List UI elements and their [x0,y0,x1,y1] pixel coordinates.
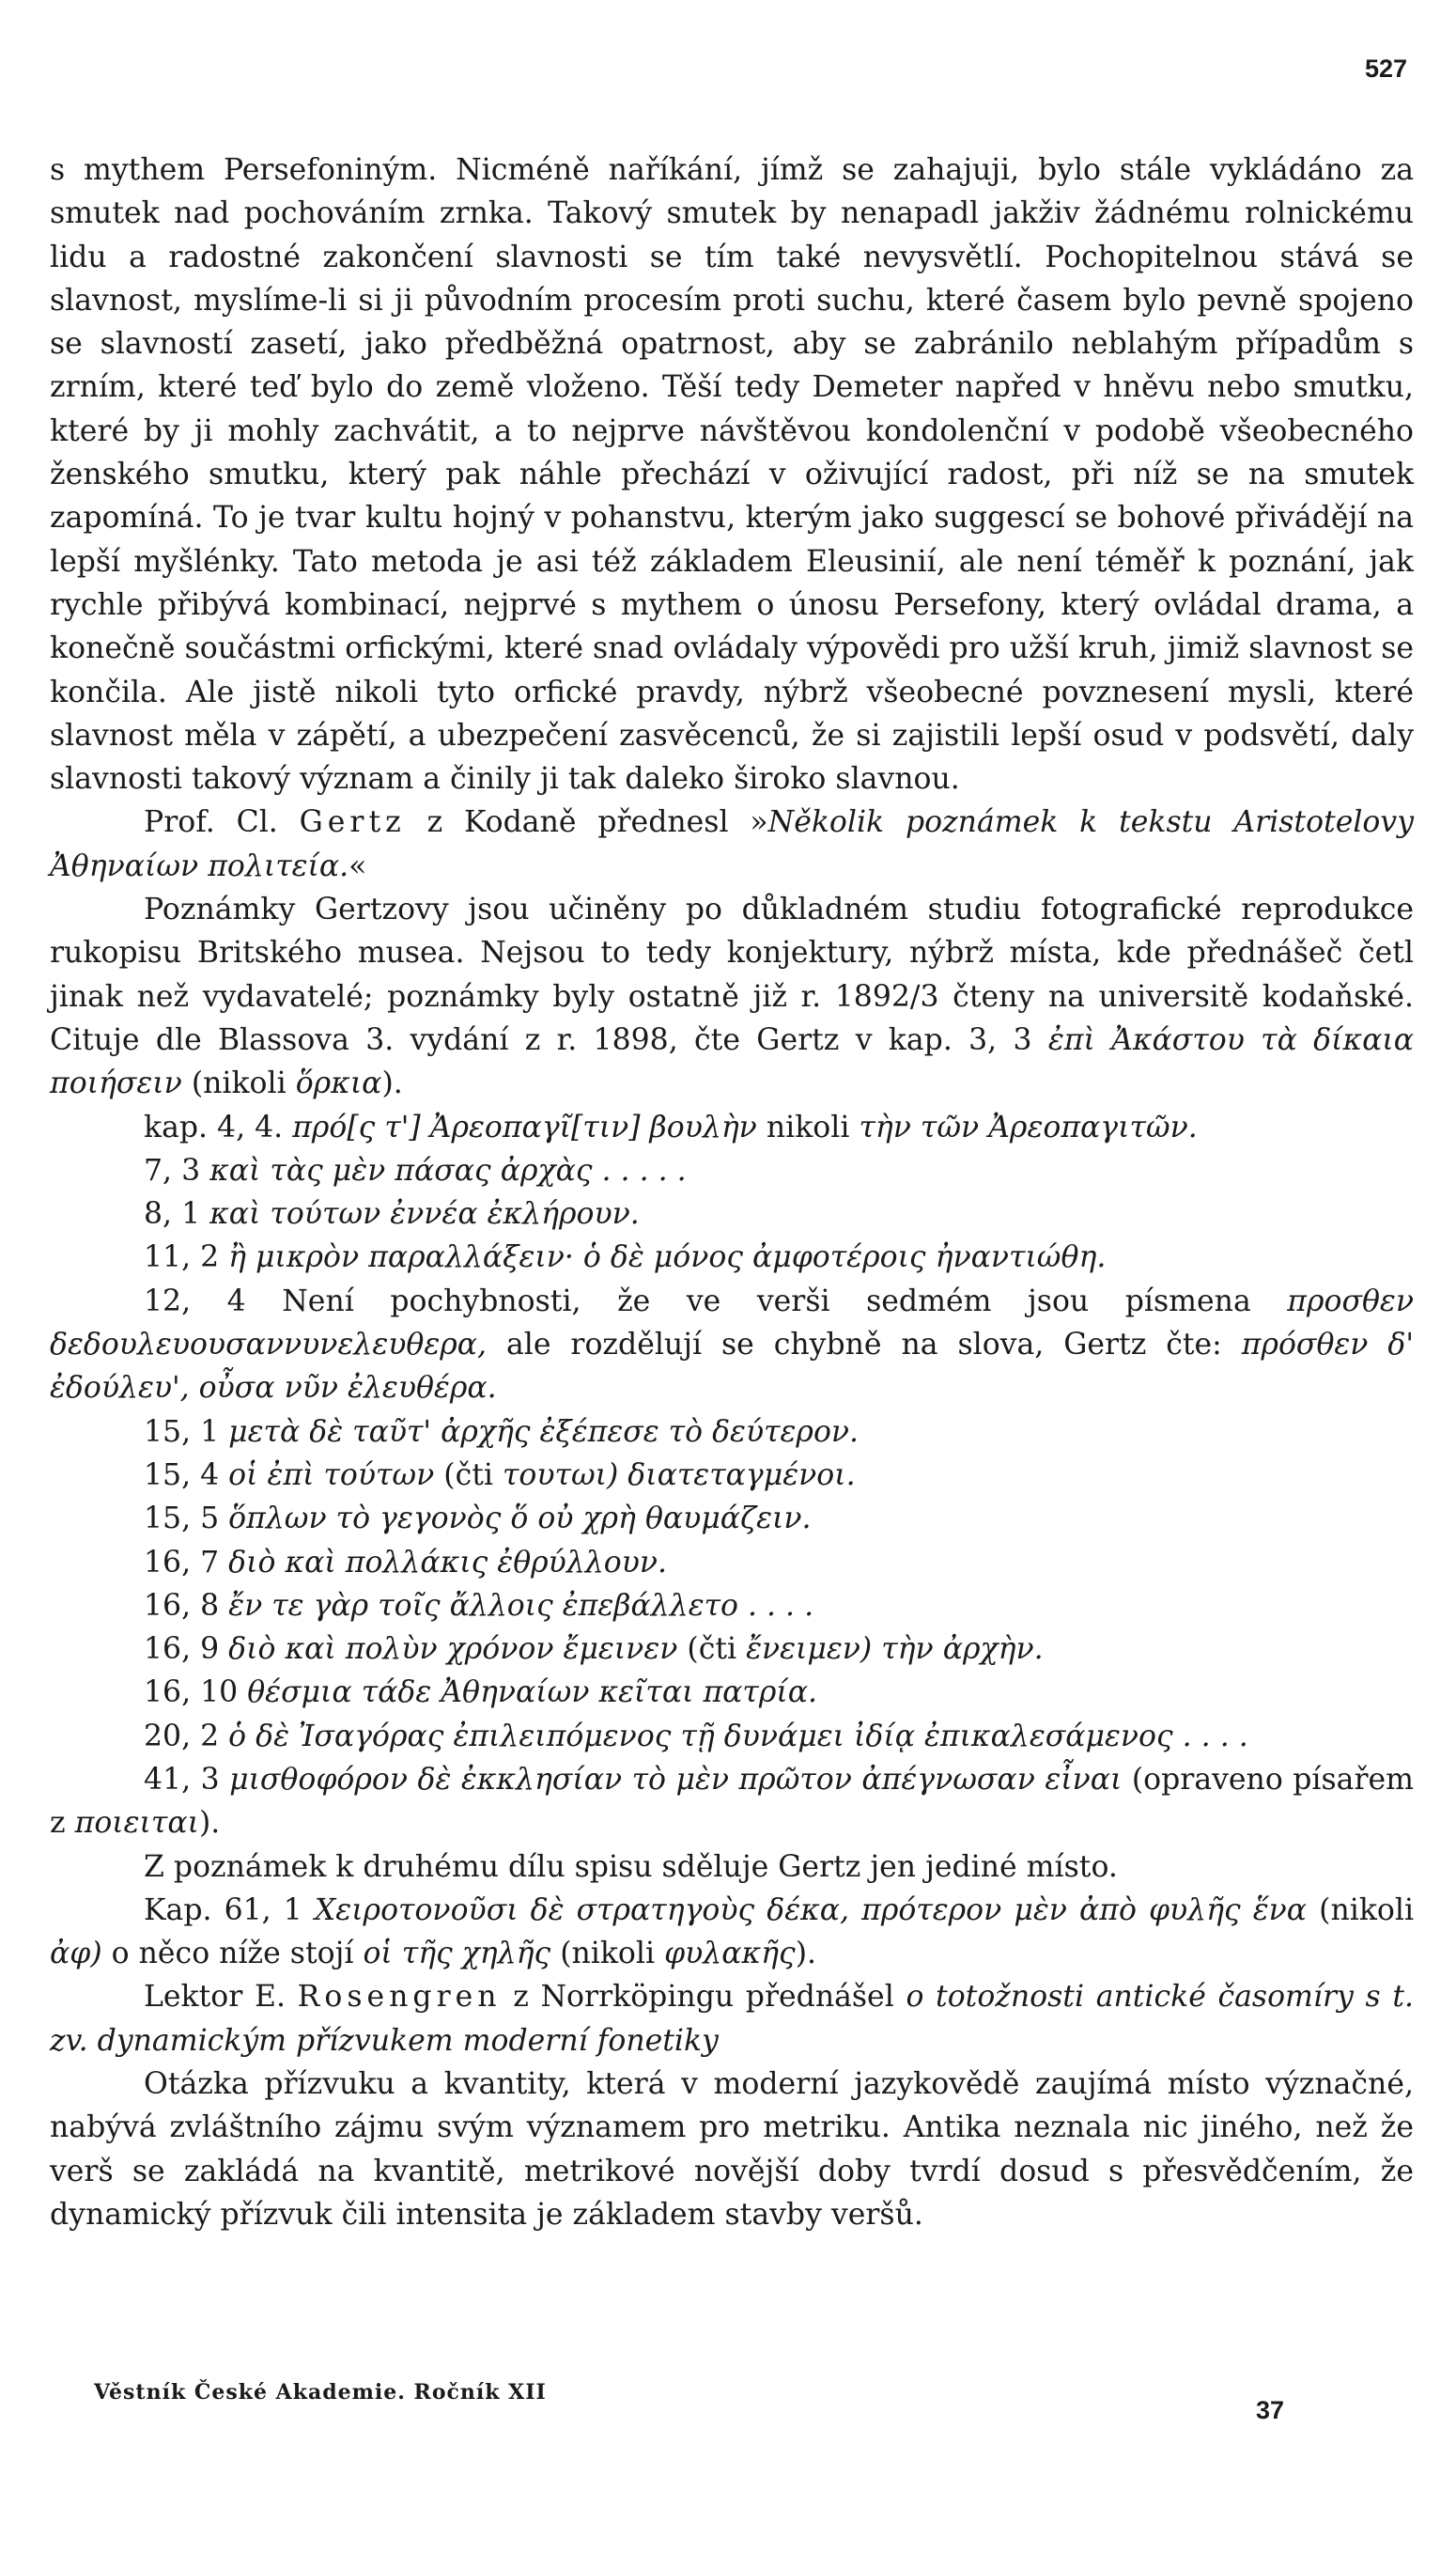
greek-quote: ἐπὶ Ἀκάστου τὰ δίκαια ποιήσειν [50,1022,1415,1101]
citation-line [144,1454,1414,1497]
greek-quote: μισθοφόρον δὲ ἐκκλησίαν τὸ μὲν πρῶτον ἀπέγνωσαν εἶναι [229,1762,1123,1797]
text-segment: ). [381,1066,403,1101]
paragraph-rosengren-lecture [50,1975,1414,2063]
greek-quote: πρό[ς τ'] Ἀρεοπαγῖ[τιν] βουλὴν [292,1110,757,1144]
greek-quote: φυλακῆς [664,1937,796,1971]
lecture-title: o totožnosti antické časomíry s t. zv. dynamickým přízvukem moderní fonetiky [50,1980,1414,2058]
greek-quote: θέσμια τάδε Ἀθηναίων κεῖται πατρία. [247,1675,818,1710]
lecture-title: Několik poznámek k tekstu Aristotelovy [767,805,1414,840]
paragraph-second-part: Z poznámek k druhému dílu spisu sděluje Gertz jen jediné místo. [144,1849,1118,1884]
greek-quote: διὸ καὶ πολὺν χρόνον ἔμεινεν [228,1632,678,1667]
text-segment: (čti [687,1632,737,1667]
page-number: 527 [1364,54,1407,83]
citation-ref: 16, 10 [144,1675,239,1710]
footer-journal: Věstník České Akademie. Ročník XII [94,2380,547,2405]
text-segment: ). [795,1937,816,1971]
text-segment: ). [198,1806,221,1841]
citation-paragraph [50,1758,1414,1845]
paragraph-accent-quantity: Otázka přízvuku a kvantity, která v moderní jazykovědě zaujímá místo význačné, nabývá zvláštního zájmu svým významem pro metriku. Antika neznala nic jiného, než že verš se zakládá na kvantitě, metrikové novější doby tvrdí dosud s přesvědčením, že dynamický přízvuk čili intensita je základem stavby veršů. [50,2067,1414,2232]
greek-quote: ἔν τε γὰρ τοῖς ἄλλοις ἐπεβάλλετο . . . . [228,1588,814,1623]
citation-line [144,1149,1414,1192]
greek-quote: πρόσθεν δ' ἐδούλευ', οὖσα νῦν ἐλευθέρα. [50,1328,1415,1406]
paragraph-kap-61 [50,1889,1414,1976]
text-segment: o něco níže stojí [111,1937,354,1971]
greek-quote: ὅπλων τὸ γεγονὸς ὅ οὐ χρὴ θαυμάζειν. [228,1502,812,1536]
text-segment: Není pochybnosti, že ve verši sedmém jsou písmena [282,1284,1251,1318]
text-segment: (nikoli [1319,1892,1415,1927]
greek-quote: ποιειται [74,1806,199,1841]
greek-quote: προσθεν δεδουλευουσαννυνελευθερα, [50,1284,1414,1362]
article-body [50,148,1414,2236]
greek-quote: ἢ μικρὸν παραλλάξειν· ὁ δὲ μόνος ἀμφοτέροις ἠναντιώθη. [228,1240,1107,1275]
text-segment: (čti [443,1457,493,1492]
greek-quote: τουτωι) [502,1457,619,1492]
citation-line [144,1541,1414,1584]
speaker-name: Gertz [299,805,406,840]
greek-quote: τὴν τῶν Ἀρεοπαγιτῶν. [859,1110,1198,1144]
greek-quote: τὴν ἀρχὴν. [881,1632,1044,1667]
citation-list [50,1106,1414,1845]
greek-quote: ὅρκια [295,1066,382,1101]
citation-line [144,1497,1414,1540]
citation-ref: 8, 1 [144,1197,201,1232]
greek-quote: οἱ ἐπὶ τούτων [228,1457,435,1492]
greek-quote: καὶ τούτων ἐννέα ἐκλήρουν. [209,1197,640,1232]
text-segment: (opraveno písařem z [50,1762,1415,1841]
citation-line [144,1671,1414,1714]
citation-paragraph [50,1280,1414,1410]
paragraph-gertz-lecture [50,801,1414,888]
greek-quote: οἱ τῆς χηλῆς [363,1937,551,1971]
greek-quote: ὁ δὲ Ἰσαγόρας ἐπιλειπόμενος τῇ δυνάμει ἰδίᾳ ἐπικαλεσάμενος . . . . [228,1719,1248,1753]
greek-quote: Χειροτονοῦσι δὲ στρατηγοὺς δέκα, πρότερον μὲν ἀπὸ φυλῆς ἕνα [314,1892,1308,1927]
citation-ref: 15, 1 [144,1414,220,1449]
text-segment: nikoli [766,1110,850,1144]
greek-quote: καὶ τὰς μὲν πάσας ἀρχὰς . . . . . [209,1153,687,1188]
paragraph-gertz-notes [50,888,1414,1105]
signature-number: 37 [1256,2396,1285,2424]
text-segment: Prof. Cl. [144,805,278,840]
citation-ref: 15, 4 [144,1457,220,1492]
text-segment: z Kodaně přednesl » [426,805,768,840]
citation-ref: 16, 8 [144,1588,220,1623]
citation-line [144,1584,1414,1627]
speaker-name: Rosengren [297,1980,502,2015]
citation-ref: 41, 3 [144,1762,220,1797]
citation-ref: 7, 3 [144,1153,201,1188]
text-segment: z Norrköpingu přednášel [513,1980,894,2015]
citation-ref: 16, 7 [144,1545,220,1580]
greek-quote: ἔνειμεν) [746,1632,873,1667]
citation-ref: 12, 4 [144,1284,246,1318]
citation-ref: 15, 5 [144,1502,220,1536]
paragraph-eleusinia: s mythem Persefoniným. Nicméně naříkání, jímž se zahajuji, bylo stále vykládáno za smutek nad pochováním zrnka. Takový smutek by nenapadl jakživ žádnému rolnickému lidu a radostné zakončení slavnosti se tím také nevysvětlí. Pochopitelnou stává se slavnost, myslíme-li si ji původním procesím proti suchu, které časem bylo pevně spojeno se slavností zasetí, jako předběžná opatrnost, aby se zabránilo neblahým případům s zrním, které teď bylo do země vloženo. Těší tedy Demeter napřed v hněvu nebo smutku, které by ji mohly zachvátit, a to nejprve návštěvou kondolenční v podobě všeobecného ženského smutku, který pak náhle přechází v oživující radost, při níž se na smutek zapomíná. To je tvar kultu hojný v pohanstvu, kterým jako suggescí se bohové přivádějí na lepší myšlénky. Tato metoda je asi též základem Eleusinií, ale není téměř k poznání, jak rychle přibývá kombinací, nejprvé s mythem o únosu Persefony, který ovládal drama, a konečně součástmi orfickými, které snad ovládaly výpovědi pro užší kruh, jimiž slavnost se končila. Ale jistě nikoli tyto orfické pravdy, nýbrž všeobecné povznesení mysli, které slavnost měla v zápětí, a ubezpečení zasvěcenců, že si zajistili lepší osud v podsvětí, daly slavnosti takový význam a činily ji tak daleko široko slavnou. [50,153,1414,797]
citation-line [144,1627,1414,1671]
citation-line [144,1236,1414,1279]
citation-ref: 20, 2 [144,1719,220,1753]
citation-ref: 16, 9 [144,1632,220,1667]
text-segment: « [349,848,367,883]
greek-quote: διατεταγμένοι. [627,1457,856,1492]
citation-ref: Kap. 61, 1 [144,1892,302,1927]
citation-line [144,1715,1414,1758]
text-segment: Poznámky Gertzovy jsou učiněny po důkladném studiu fotografické reprodukce rukopisu Britského musea. Nejsou to tedy konjektury, nýbrž místa, kde přednášeč četl jinak než vydavatelé; poznámky byly ostatně již r. 1892/3 čteny na universitě kodaňské. Cituje dle Blassova 3. vydání z r. 1898, čte Gertz v kap. 3, 3 [50,893,1414,1057]
text-segment: ale rozdělují se chybně na slova, Gertz čte: [505,1328,1222,1362]
citation-line [144,1106,1414,1149]
citation-line [144,1410,1414,1454]
citation-line [144,1192,1414,1236]
greek-title: Ἀθηναίων πολιτεία. [50,848,349,883]
greek-quote: ἀφ) [50,1937,102,1971]
greek-quote: διὸ καὶ πολλάκις ἐθρύλλουν. [228,1545,668,1580]
text-segment: Lektor E. [144,1980,286,2015]
citation-ref: 11, 2 [144,1240,220,1275]
citation-ref: kap. 4, 4. [144,1110,284,1144]
greek-quote: μετὰ δὲ ταῦτ' ἀρχῆς ἐξέπεσε τὸ δεύτερον. [228,1414,860,1449]
text-segment: (nikoli [191,1066,287,1101]
text-segment: (nikoli [560,1937,656,1971]
